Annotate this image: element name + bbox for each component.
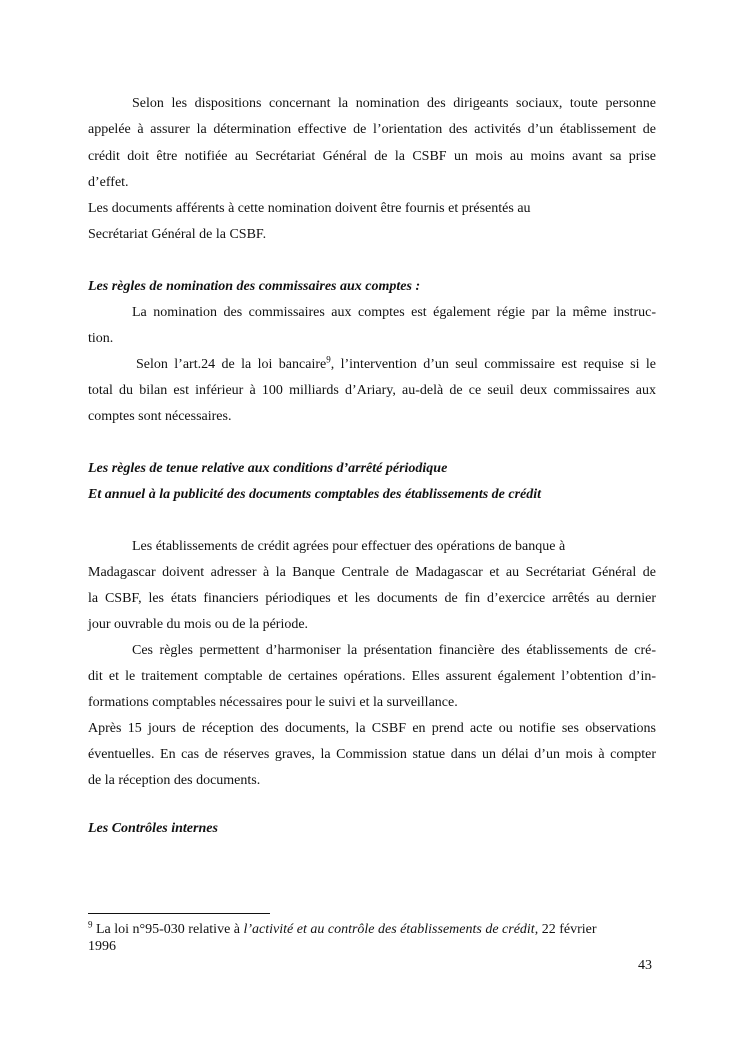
text-line <box>88 356 656 374</box>
footnote-separator <box>88 913 270 914</box>
footnote-number: 9 <box>88 919 93 930</box>
text-line: formations comptables nécessaires pour le suivi et la surveillance. <box>88 695 458 710</box>
text-line: Après 15 jours de réception des documents, la CSBF en prend acte ou notifie ses observations <box>88 721 656 736</box>
text-line: total du bilan est inférieur à 100 milliards d’Ariary, au-delà de ce seuil deux commissaires aux <box>88 383 656 398</box>
text-line: Secrétariat Général de la CSBF. <box>88 227 267 242</box>
text-line: Madagascar doivent adresser à la Banque Centrale de Madagascar et au Secrétariat Général de <box>88 565 656 580</box>
section-heading: Les règles de nomination des commissaires aux comptes : <box>88 279 421 294</box>
text-span: , 22 février <box>534 922 597 937</box>
text-line: crédit doit être notifiée au Secrétariat Général de la CSBF un mois au moins avant sa prise <box>88 149 656 164</box>
section-heading: Les Contrôles internes <box>88 821 218 836</box>
section-heading: Les règles de tenue relative aux conditions d’arrêté périodique <box>88 461 448 476</box>
footnote-reference[interactable]: 9 <box>326 354 331 365</box>
text-line: La nomination des commissaires aux comptes est également régie par la même instruc- <box>132 305 656 320</box>
text-line: de la réception des documents. <box>88 773 261 788</box>
text-line: éventuelles. En cas de réserves graves, la Commission statue dans un délai d’un mois à compter <box>88 747 656 762</box>
text-line: d’effet. <box>88 175 129 190</box>
text-line: Les établissements de crédit agrées pour effectuer des opérations de banque à <box>132 539 566 554</box>
section-heading: Et annuel à la publicité des documents comptables des établissements de crédit <box>88 487 542 502</box>
footnote <box>88 921 688 955</box>
text-line: Les documents afférents à cette nomination doivent être fournis et présentés au <box>88 201 531 216</box>
text-span-italic: l’activité et au contrôle des établissements de crédit <box>243 922 535 937</box>
text-line: comptes sont nécessaires. <box>88 409 232 424</box>
text-line: tion. <box>88 331 114 346</box>
text-line: dit et le traitement comptable de certaines opérations. Elles assurent également l’obtention d’in- <box>88 669 656 684</box>
text-span: La loi n°95-030 relative à <box>92 922 244 937</box>
text-span: , l’intervention d’un seul commissaire est requise si le <box>330 357 657 372</box>
text-span: Selon l’art.24 de la loi bancaire <box>136 357 327 372</box>
text-line: la CSBF, les états financiers périodiques et les documents de fin d’exercice arrêtés au dernier <box>88 591 656 606</box>
text-line: jour ouvrable du mois ou de la période. <box>88 617 309 632</box>
page-number: 43 <box>638 958 652 973</box>
text-line: Ces règles permettent d’harmoniser la présentation financière des établissements de cré- <box>132 643 656 658</box>
text-line: Selon les dispositions concernant la nomination des dirigeants sociaux, toute personne <box>132 96 656 111</box>
text-line: appelée à assurer la détermination effective de l’orientation des activités d’un établissement de <box>88 122 656 137</box>
text-span: 1996 <box>88 939 116 954</box>
